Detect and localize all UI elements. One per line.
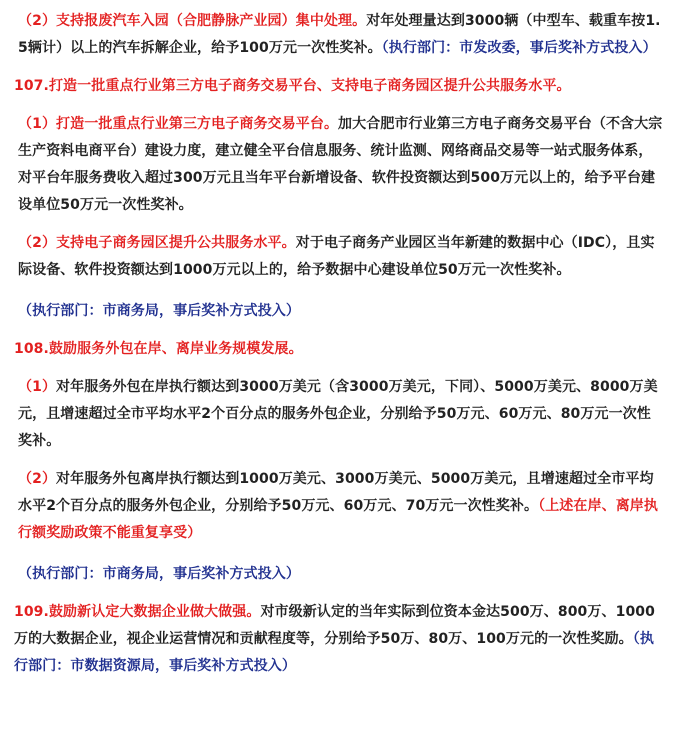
item-title-ecommerce-platform: （1）打造一批重点行业第三方电子商务交易平台。 (18, 116, 339, 132)
section-heading-107: 107.打造一批重点行业第三方电子商务交易平台、支持电子商务园区提升公共服务水平。 (14, 78, 571, 94)
executing-department-note: （执行部门：市商务局，事后奖补方式投入） (18, 566, 300, 582)
paragraph-scrap-vehicle (14, 8, 664, 62)
paragraph-ecommerce-park (14, 230, 664, 284)
section-heading-109: 109.鼓励新认定大数据企业做大做强。 (14, 604, 261, 620)
item-title-ecommerce-park: （2）支持电子商务园区提升公共服务水平。 (18, 235, 296, 251)
paragraph-executing-department-108 (14, 561, 664, 588)
paragraph-big-data (14, 599, 664, 680)
item-number-offshore: （2） (18, 471, 57, 487)
paragraph-executing-department-107 (14, 298, 664, 325)
no-duplicate-reward-note: （上述在岸、离岸执行额奖励政策不能重复享受） (18, 498, 658, 541)
executing-department-note: （执行部门：市发改委，事后奖补方式投入） (381, 40, 657, 56)
item-body-big-data: 对市级新认定的当年实际到位资本金达500万、800万、1000万的大数据企业，视企业运营情况和贡献程度等，分别给予50万、80万、100万元的一次性奖励。 (14, 604, 655, 647)
item-body-scrap-vehicle: 对年处理量达到3000辆（中型车、载重车按1.5辆计）以上的汽车拆解企业，给予100万元一次性奖补。 (18, 13, 661, 56)
executing-department-note: （执行部门：市商务局，事后奖补方式投入） (18, 303, 300, 319)
item-number-onshore: （1） (18, 379, 57, 395)
paragraph-ecommerce-platform (14, 111, 664, 219)
paragraph-onshore-outsourcing (14, 374, 664, 455)
item-body-onshore-outsourcing: 对年服务外包在岸执行额达到3000万美元（含3000万美元，下同）、5000万美元、8000万美元，且增速超过全市平均水平2个百分点的服务外包企业，分别给予50万元、60万元、80万元一次性奖补。 (18, 379, 658, 449)
item-body-offshore-outsourcing: 对年服务外包离岸执行额达到1000万美元、3000万美元、5000万美元，且增速超过全市平均水平2个百分点的服务外包企业，分别给予50万元、60万元、70万元一次性奖补。 (18, 471, 654, 514)
executing-department-note: （执行部门：市数据资源局，事后奖补方式投入） (14, 631, 654, 674)
item-body-ecommerce-park: 对于电子商务产业园区当年新建的数据中心（IDC），且实际设备、软件投资额达到1000万元以上的，给予数据中心建设单位50万元一次性奖补。 (18, 235, 655, 278)
paragraph-offshore-outsourcing (14, 466, 664, 547)
item-body-ecommerce-platform: 加大合肥市行业第三方电子商务交易平台（不含大宗生产资料电商平台）建设力度，建立健全平台信息服务、统计监测、网络商品交易等一站式服务体系，对平台年服务费收入超过300万元且当年平台新增设备、软件投资额达到500万元以上的，给予平台建设单位50万元一次性奖补。 (18, 116, 663, 213)
section-heading-108: 108.鼓励服务外包在岸、离岸业务规模发展。 (14, 341, 303, 357)
item-title-scrap-vehicle: （2）支持报废汽车入园（合肥静脉产业园）集中处理。 (18, 13, 367, 29)
